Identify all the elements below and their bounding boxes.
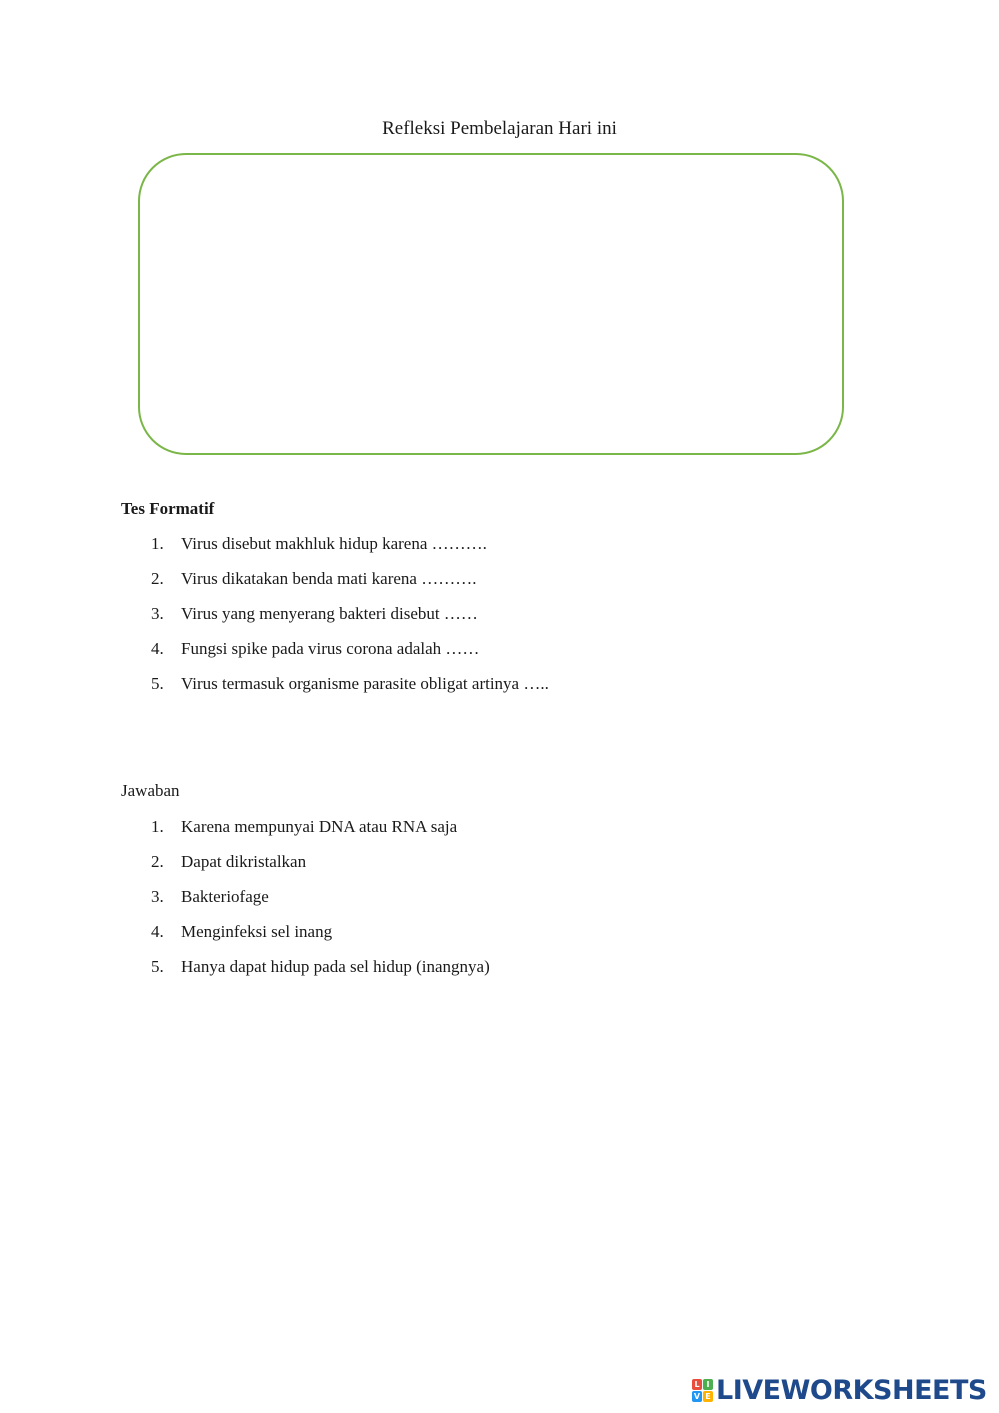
- list-item: [151, 639, 549, 674]
- liveworksheets-logo: [692, 1375, 987, 1405]
- logo-text: LIVEWORKSHEETS: [716, 1374, 987, 1406]
- answer-text: Bakteriofage: [181, 887, 269, 906]
- item-number: 1.: [151, 534, 164, 553]
- logo-mark-icon: [692, 1379, 713, 1402]
- list-item: [151, 817, 490, 852]
- list-item: [151, 852, 490, 887]
- answers-list: [151, 817, 490, 992]
- answer-text: Dapat dikristalkan: [181, 852, 307, 871]
- question-text: Virus yang menyerang bakteri disebut ……: [181, 604, 478, 623]
- logo-mark-letter: I: [703, 1379, 713, 1390]
- logo-mark-letter: L: [692, 1379, 702, 1390]
- list-item: [151, 922, 490, 957]
- item-number: 2.: [151, 852, 164, 871]
- answer-text: Menginfeksi sel inang: [181, 922, 333, 941]
- item-number: 3.: [151, 604, 164, 623]
- quiz-heading: Tes Formatif: [121, 499, 215, 518]
- logo-mark-letter: E: [703, 1391, 713, 1402]
- question-text: Fungsi spike pada virus corona adalah ……: [181, 639, 480, 658]
- list-item: [151, 604, 549, 639]
- list-item: [151, 887, 490, 922]
- question-text: Virus disebut makhluk hidup karena ……….: [181, 534, 487, 553]
- page-title: Refleksi Pembelajaran Hari ini: [382, 118, 617, 139]
- list-item: [151, 957, 490, 992]
- answers-heading: Jawaban: [121, 781, 180, 800]
- logo-mark-letter: V: [693, 1391, 701, 1401]
- item-number: 4.: [151, 639, 164, 658]
- quiz-list: [151, 534, 549, 709]
- item-number: 3.: [151, 887, 164, 906]
- answer-text: Hanya dapat hidup pada sel hidup (inangnya): [181, 957, 490, 976]
- item-number: 5.: [151, 674, 164, 693]
- item-number: 2.: [151, 569, 164, 588]
- reflection-box[interactable]: [138, 153, 844, 455]
- answer-text: Karena mempunyai DNA atau RNA saja: [181, 817, 458, 836]
- item-number: 4.: [151, 922, 164, 941]
- list-item: [151, 674, 549, 709]
- list-item: [151, 534, 549, 569]
- question-text: Virus termasuk organisme parasite obligat artinya …..: [181, 674, 549, 693]
- item-number: 5.: [151, 957, 164, 976]
- item-number: 1.: [151, 817, 164, 836]
- question-text: Virus dikatakan benda mati karena ……….: [181, 569, 477, 588]
- list-item: [151, 569, 549, 604]
